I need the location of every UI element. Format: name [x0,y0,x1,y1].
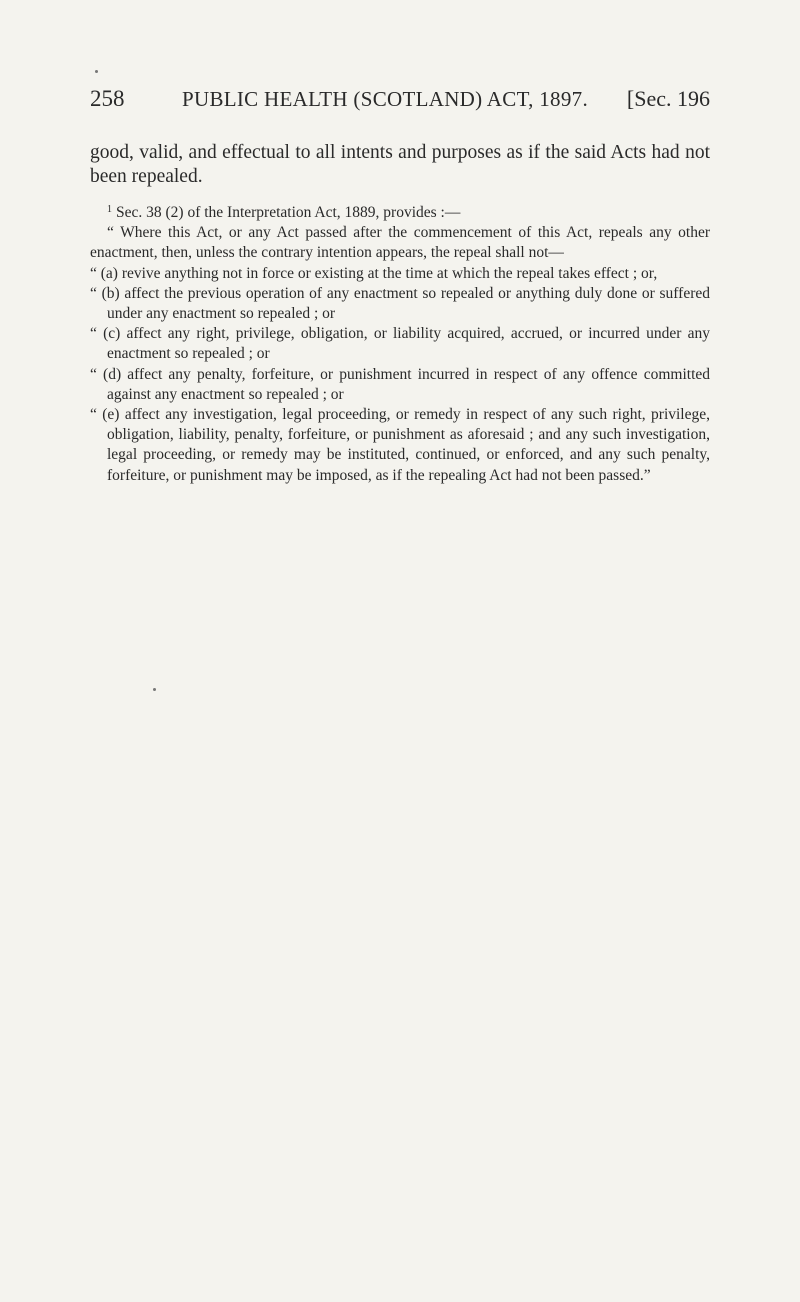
footnote-intro [90,200,710,223]
footnote-clause-c: “ (c) affect any right, privilege, obligation, or liability acquired, accrued, or incurred under any enactment so repealed ; or [90,325,710,363]
footnote-quote-start: “ Where this Act, or any Act passed after the commencement of this Act, repeals any other enactment, then, unless the contrary intention appears, the repeal shall not— [90,224,710,262]
page-number: 258 [90,86,125,111]
footnote-clause-a: “ (a) revive anything not in force or existing at the time at which the repeal takes effect ; or, [90,264,658,282]
running-header [90,86,710,118]
running-title: PUBLIC HEALTH (SCOTLAND) ACT, 1897. [182,87,589,111]
section-reference: [Sec. 196 [626,86,710,111]
ink-speck-bottom [153,688,156,691]
footnote-clause-d: “ (d) affect any penalty, forfeiture, or punishment incurred in respect of any offence committed against any enactment so repealed ; or [90,365,710,403]
footnote-mark: 1 [107,204,112,215]
footnote-clause-b: “ (b) affect the previous operation of any enactment so repealed or anything duly done or suffered under any enactment so repealed ; or [90,284,710,323]
main-paragraph: good, valid, and effectual to all intents and purposes as if the said Acts had not been repealed. [90,142,710,187]
footnote [90,200,710,486]
footnote-intro-text: Sec. 38 (2) of the Interpretation Act, 1889, provides :— [116,204,461,221]
ink-speck-top [95,70,98,73]
footnote-clause-e: “ (e) affect any investigation, legal proceeding, or remedy in respect of any such right, privilege, obligation, liability, penalty, forfeiture, or punishment as aforesaid ; and any such investigation, legal proceeding, or remedy may be instituted, continued, or enforced, and any such penalty, forfeiture, or punishment may be imposed, as if the repealing Act had not been passed.” [90,406,710,484]
main-text-block [90,141,710,189]
